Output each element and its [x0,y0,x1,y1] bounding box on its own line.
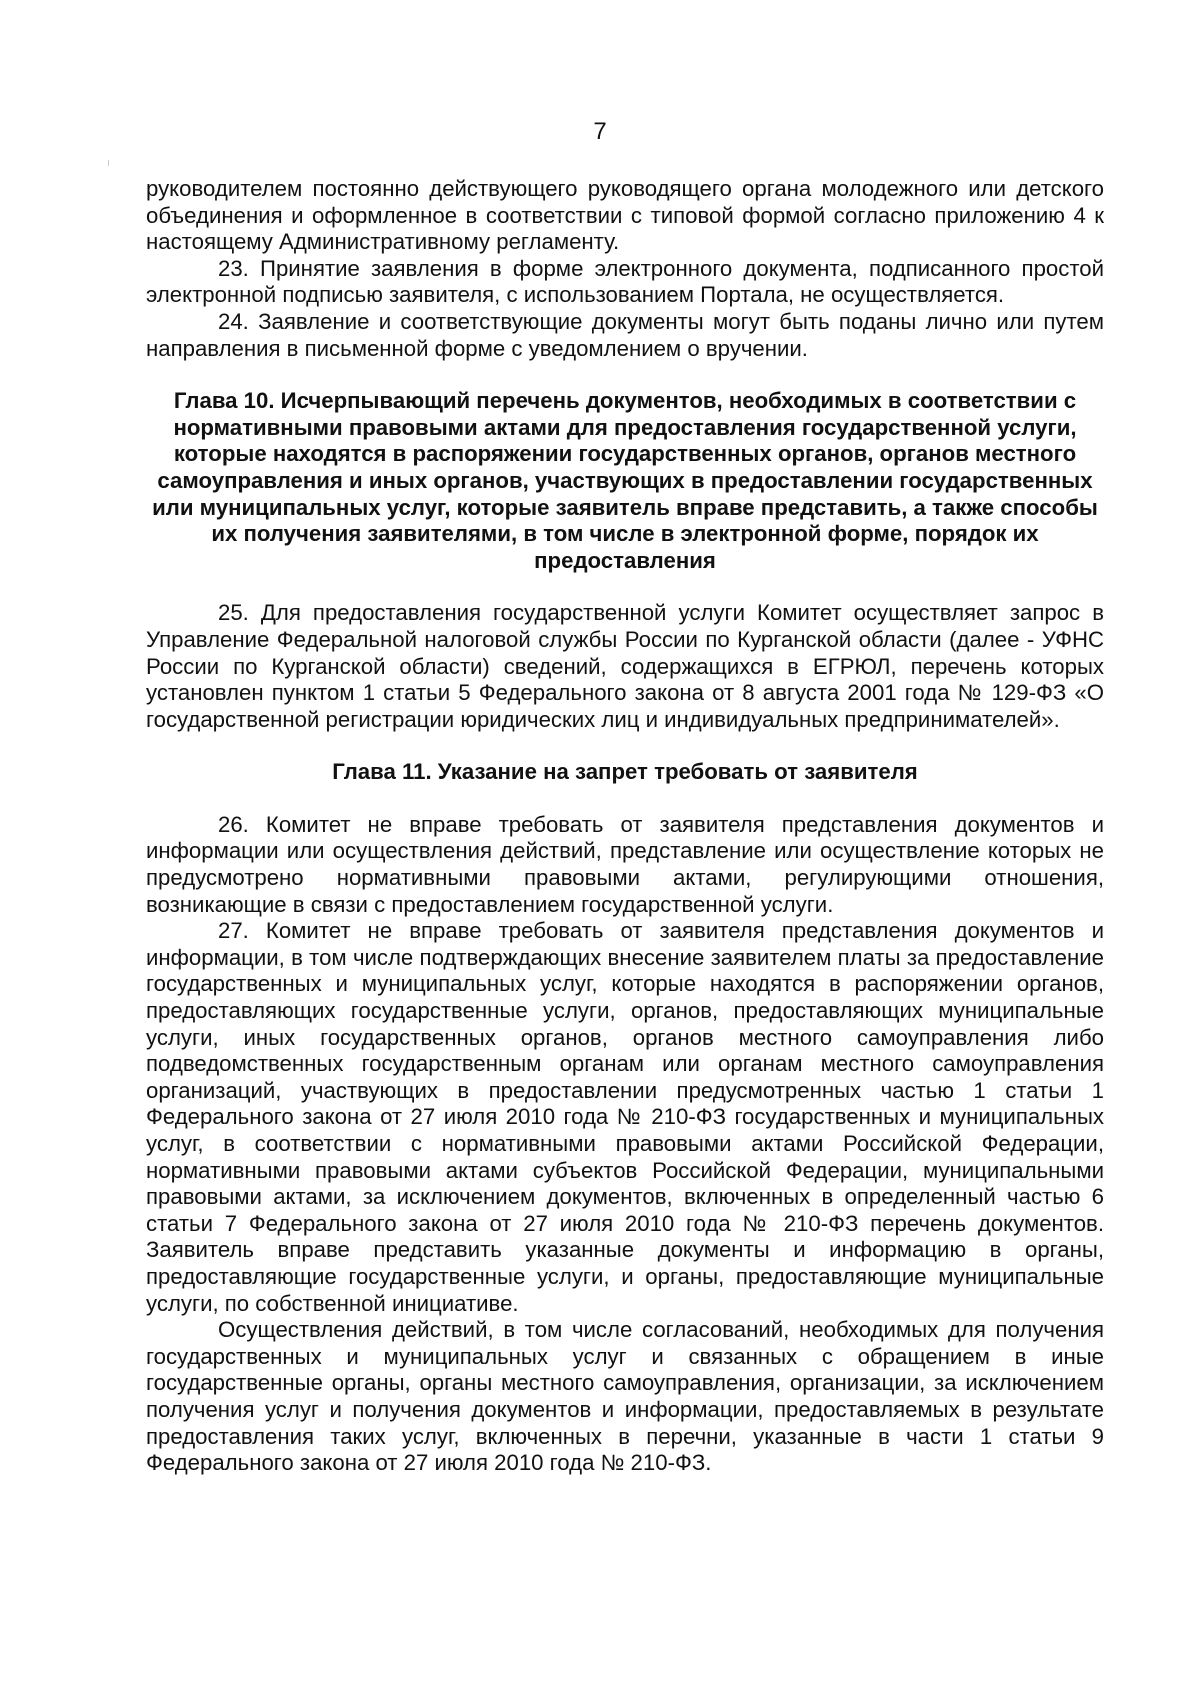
paragraph-27-continuation: Осуществления действий, в том числе согласований, необходимых для получения государственных и муниципальных услуг и связанных с обращением в иные государственные органы, органы местного самоуправления, организации, за исключением получения услуг и получения документов и информации, предоставляемых в результате предоставления таких услуг, включенных в перечни, указанные в части 1 статьи 9 Федерального закона от 27 июля 2010 года № 210-ФЗ. [146,1317,1104,1476]
paragraph-23: 23. Принятие заявления в форме электронного документа, подписанного простой электронной подписью заявителя, с использованием Портала, не осуществляется. [146,255,1104,308]
chapter-10-heading: Глава 10. Исчерпывающий перечень документов, необходимых в соответствии с нормативными правовыми актами для предоставления государственной услуги, которые находятся в распоряжении государственных органов, органов местного самоуправления и иных органов, участвующих в предоставлении государственных или муниципальных услуг, которые заявитель вправе представить, а также способы их получения заявителями, в том числе в электронной форме, порядок их предоставления [152,388,1098,573]
paragraph-25: 25. Для предоставления государственной услуги Комитет осуществляет запрос в Управление Федеральной налоговой службы России по Курганской области (далее - УФНС России по Курганской области) сведений, содержащихся в ЕГРЮЛ, перечень которых установлен пунктом 1 статьи 5 Федерального закона от 8 августа 2001 года № 129-ФЗ «О государственной регистрации юридических лиц и индивидуальных предпринимателей». [146,600,1104,732]
paragraph-22-continuation: руководителем постоянно действующего руководящего органа молодежного или детского объединения и оформленное в соответствии с типовой формой согласно приложению 4 к настоящему Административному регламенту. [146,176,1104,255]
scan-artifact [108,160,109,166]
paragraph-24: 24. Заявление и соответствующие документы могут быть поданы лично или путем направления в письменной форме с уведомлением о вручении. [146,308,1104,361]
paragraph-27: 27. Комитет не вправе требовать от заявителя представления документов и информации, в том числе подтверждающих внесение заявителем платы за предоставление государственных и муниципальных услуг, которые находятся в распоряжении органов, предоставляющих государственные услуги, органов, предоставляющих муниципальные услуги, иных государственных органов, органов местного самоуправления либо подведомственных государственным органам или органам местного самоуправления организаций, участвующих в предоставлении предусмотренных частью 1 статьи 1 Федерального закона от 27 июля 2010 года № 210-ФЗ государственных и муниципальных услуг, в соответствии с нормативными правовыми актами Российской Федерации, нормативными правовыми актами субъектов Российской Федерации, муниципальными правовыми актами, за исключением документов, включенных в определенный частью 6 статьи 7 Федерального закона от 27 июля 2010 года № 210-ФЗ перечень документов. Заявитель вправе представить указанные документы и информацию в органы, предоставляющие государственные услуги, и органы, предоставляющие муниципальные услуги, по собственной инициативе. [146,918,1104,1316]
paragraph-26: 26. Комитет не вправе требовать от заявителя представления документов и информации или осуществления действий, представление или осуществление которых не предусмотрено нормативными правовыми актами, регулирующими отношения, возникающие в связи с предоставлением государственной услуги. [146,811,1104,917]
page-number: 7 [593,118,607,145]
page-content [146,176,1104,1477]
chapter-11-heading: Глава 11. Указание на запрет требовать от заявителя [332,759,918,785]
